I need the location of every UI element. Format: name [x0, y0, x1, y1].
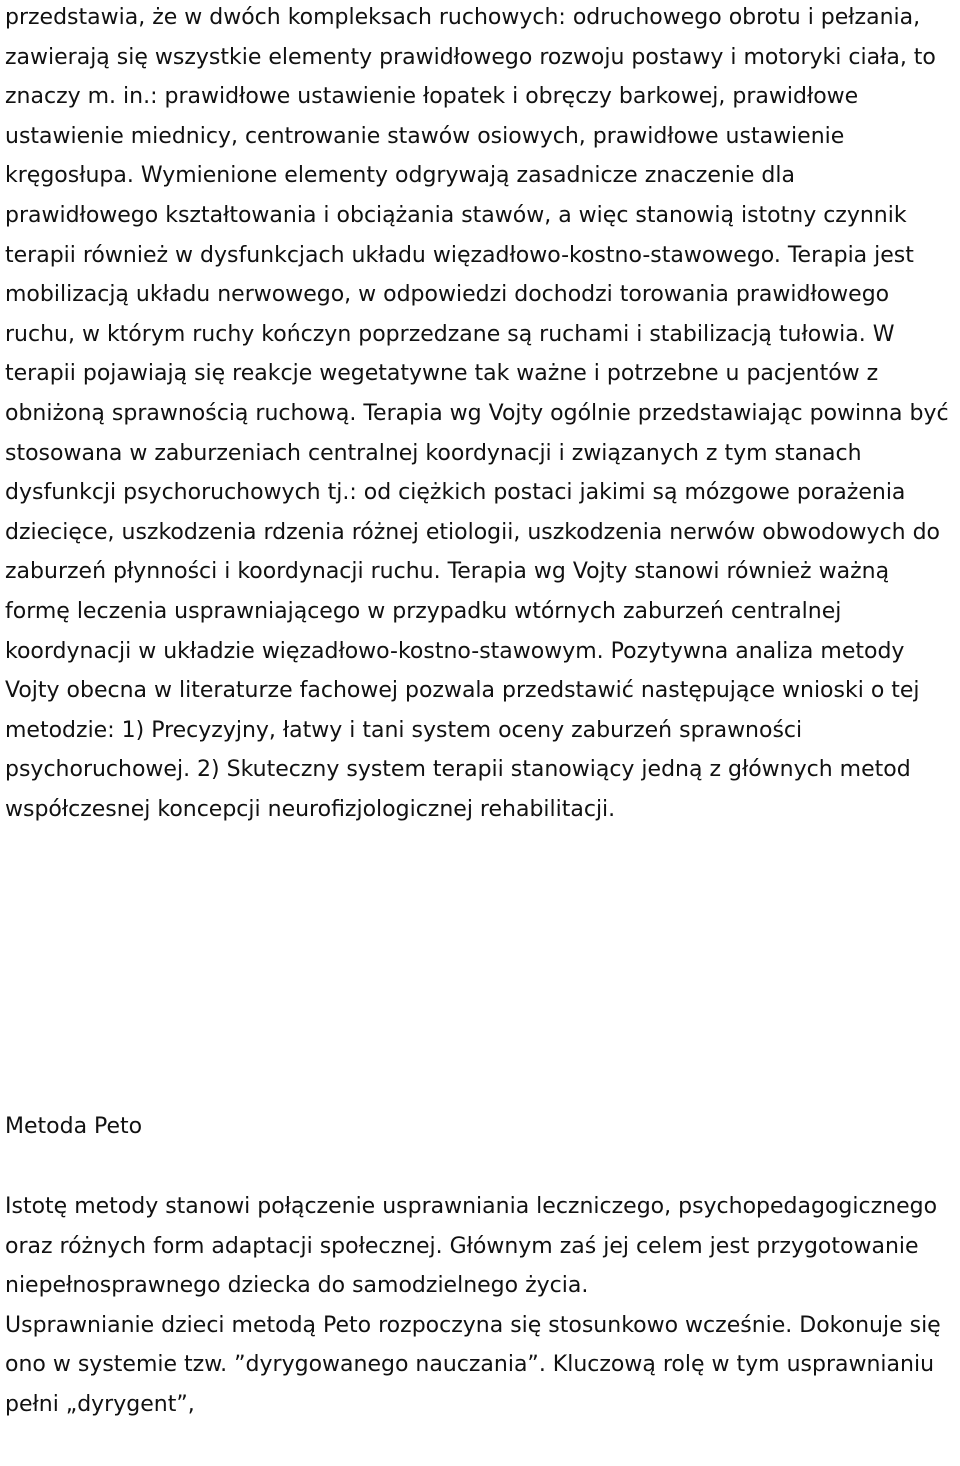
section-heading: Metoda Peto — [5, 1114, 143, 1139]
peto-section-body — [5, 1187, 955, 1425]
body-paragraph-vojta: przedstawia, że w dwóch kompleksach ruchowych: odruchowego obrotu i pełzania, zawierają się wszystkie elementy prawidłowego rozwoju postawy i motoryki ciała, to znaczy m. in.: prawidłowe ustawienie łopatek i obręczy barkowej, prawidłowe ustawienie miednicy, centrowanie stawów osiowych, prawidłowe ustawienie kręgosłupa. Wymienione elementy odgrywają zasadnicze znaczenie dla prawidłowego kształtowania i obciążania stawów, a więc stanowią istotny czynnik terapii również w dysfunkcjach układu więzadłowo-kostno-stawowego. Terapia jest mobilizacją układu nerwowego, w odpowiedzi dochodzi torowania prawidłowego ruchu, w którym ruchy kończyn poprzedzane są ruchami i stabilizacją tułowia. W terapii pojawiają się reakcje wegetatywne tak ważne i potrzebne u pacjentów z obniżoną sprawnością ruchową. Terapia wg Vojty ogólnie przedstawiając powinna być stosowana w zaburzeniach centralnej koordynacji i związanych z tym stanach dysfunkcji psychoruchowych tj.: od ciężkich postaci jakimi są mózgowe porażenia dziecięce, uszkodzenia rdzenia różnej etiologii, uszkodzenia nerwów obwodowych do zaburzeń płynności i koordynacji ruchu. Terapia wg Vojty stanowi również ważną formę leczenia usprawniającego w przypadku wtórnych zaburzeń centralnej koordynacji w układzie więzadłowo-kostno-stawowym. Pozytywna analiza metody Vojty obecna w literaturze fachowej pozwala przedstawić następujące wnioski o tej metodzie: 1) Precyzyjny, łatwy i tani system oceny zaburzeń sprawności psychoruchowej. 2) Skuteczny system terapii stanowiący jedną z głównych metod współczesnej koncepcji neurofizjologicznej rehabilitacji. — [5, 5, 949, 822]
document-page — [5, 0, 955, 1466]
body-paragraph-peto-intro: Istotę metody stanowi połączenie usprawniania leczniczego, psychopedagogicznego oraz różnych form adaptacji społecznej. Głównym zaś jej celem jest przygotowanie niepełnosprawnego dziecka do samodzielnego życia. — [5, 1194, 938, 1299]
body-paragraph-peto-usprawnianie: Usprawnianie dzieci metodą Peto rozpoczyna się stosunkowo wcześnie. Dokonuje się ono w systemie tzw. ˮdyrygowanego nauczaniaˮ. Kluczową rolę w tym usprawnianiu pełni „dyrygent”, — [5, 1312, 941, 1417]
